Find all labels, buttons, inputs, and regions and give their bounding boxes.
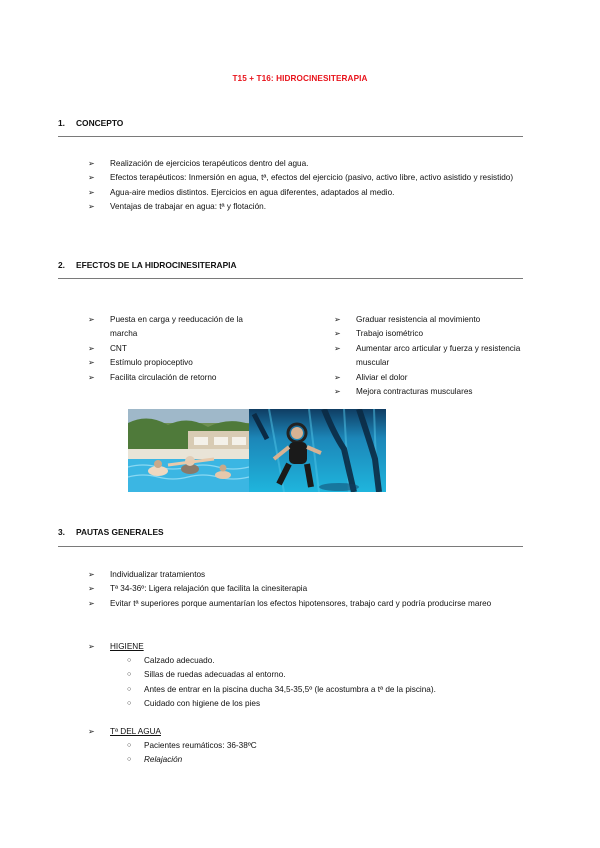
- list-item: [88, 725, 528, 739]
- list-item: ➢ Aliviar el dolor: [334, 371, 524, 385]
- circle-bullet-icon: ○: [127, 657, 132, 664]
- arrow-bullet-icon: ➢: [334, 343, 341, 353]
- list-item: ○ Sillas de ruedas adecuadas al entorno.: [127, 668, 527, 682]
- arrow-bullet-icon: ➢: [88, 202, 95, 212]
- list-item: ○ Calzado adecuado.: [127, 654, 527, 668]
- list-item: ○ Pacientes reumáticos: 36-38ºC: [127, 739, 527, 753]
- arrow-bullet-icon: ➢: [88, 343, 95, 353]
- list-item: ➢ Evitar tª superiores porque aumentarían los efectos hipotensores, trabajo card y podría producirse mareo: [88, 597, 528, 611]
- concepto-list: [88, 157, 528, 215]
- section-heading-concepto: [58, 118, 123, 128]
- efectos-left-list: [88, 313, 270, 385]
- list-item: ➢ Aumentar arco articular y fuerza y resistencia muscular: [334, 343, 521, 368]
- divider: [58, 546, 523, 547]
- list-item: ➢ Graduar resistencia al movimiento: [334, 313, 524, 327]
- circle-bullet-icon: ○: [127, 742, 132, 749]
- arrow-bullet-icon: ➢: [88, 358, 95, 368]
- arrow-bullet-icon: ➢: [88, 372, 95, 382]
- arrow-bullet-icon: ➢: [334, 387, 341, 397]
- page-title: T15 + T16: HIDROCINESITERAPIA: [232, 74, 368, 83]
- pool-therapy-photo-outdoor: [128, 409, 249, 492]
- section-title: EFECTOS DE LA HIDROCINESITERAPIA: [76, 260, 237, 270]
- list-item: [88, 640, 528, 654]
- underwater-therapy-photo: [249, 409, 386, 492]
- arrow-bullet-icon: ➢: [88, 173, 95, 183]
- arrow-bullet-icon: ➢: [88, 642, 95, 651]
- circle-bullet-icon: ○: [127, 685, 132, 693]
- agua-heading: [88, 725, 528, 739]
- list-item: ○ Cuidado con higiene de los pies: [127, 697, 527, 711]
- circle-bullet-icon: ○: [127, 699, 132, 707]
- arrow-bullet-icon: ➢: [334, 315, 341, 324]
- higiene-heading: [88, 640, 528, 654]
- arrow-bullet-icon: ➢: [88, 570, 95, 579]
- section-heading-pautas: [58, 527, 164, 537]
- list-item: ➢ Realización de ejercicios terapéuticos dentro del agua.: [88, 157, 528, 171]
- list-item: ➢ Efectos terapéuticos: Inmersión en agua, tª, efectos del ejercicio (pasivo, activo libre, activo asistido y resistido): [88, 171, 528, 185]
- circle-bullet-icon: ○: [127, 671, 132, 679]
- section-title: CONCEPTO: [76, 118, 124, 128]
- list-item: ○ Relajación: [127, 753, 527, 767]
- circle-bullet-icon: ○: [127, 756, 132, 764]
- section-number: 3.: [58, 527, 65, 537]
- divider: [58, 278, 523, 279]
- list-item: ➢ Estímulo propioceptivo: [88, 356, 270, 370]
- list-item: ○ Antes de entrar en la piscina ducha 34,5-35,5º (le acostumbra a tª de la piscina).: [127, 683, 527, 697]
- divider: [58, 136, 523, 137]
- arrow-bullet-icon: ➢: [88, 159, 95, 168]
- section-number: 2.: [58, 260, 65, 270]
- section-title: PAUTAS GENERALES: [76, 527, 164, 537]
- arrow-bullet-icon: ➢: [334, 329, 341, 339]
- arrow-bullet-icon: ➢: [88, 727, 95, 736]
- list-item: ➢ Ventajas de trabajar en agua: tª y flotación.: [88, 200, 528, 214]
- subheading-agua: Tª DEL AGUA: [110, 727, 161, 736]
- arrow-bullet-icon: ➢: [88, 598, 95, 608]
- arrow-bullet-icon: ➢: [88, 584, 95, 594]
- higiene-list: [127, 654, 527, 711]
- arrow-bullet-icon: ➢: [334, 372, 341, 382]
- list-item: ➢ Trabajo isométrico: [334, 327, 524, 341]
- list-item: ➢ CNT: [88, 342, 270, 356]
- arrow-bullet-icon: ➢: [88, 315, 95, 324]
- section-heading-efectos: [58, 260, 237, 270]
- section-number: 1.: [58, 118, 65, 128]
- list-item: ➢ Puesta en carga y reeducación de la marcha: [88, 315, 243, 339]
- list-item: ➢ Individualizar tratamientos: [88, 568, 528, 582]
- list-item: ➢ Agua-aire medios distintos. Ejercicios en agua diferentes, adaptados al medio.: [88, 186, 528, 200]
- list-item: ➢ Mejora contracturas musculares: [334, 385, 524, 399]
- list-item: ➢ Facilita circulación de retorno: [88, 371, 270, 385]
- list-item: ➢ Tª 34-36º: Ligera relajación que facilita la cinesiterapia: [88, 582, 528, 596]
- pautas-list: [88, 568, 528, 611]
- arrow-bullet-icon: ➢: [88, 187, 95, 197]
- subheading-higiene: HIGIENE: [110, 642, 144, 651]
- agua-list: [127, 739, 527, 768]
- efectos-right-list: [334, 313, 524, 399]
